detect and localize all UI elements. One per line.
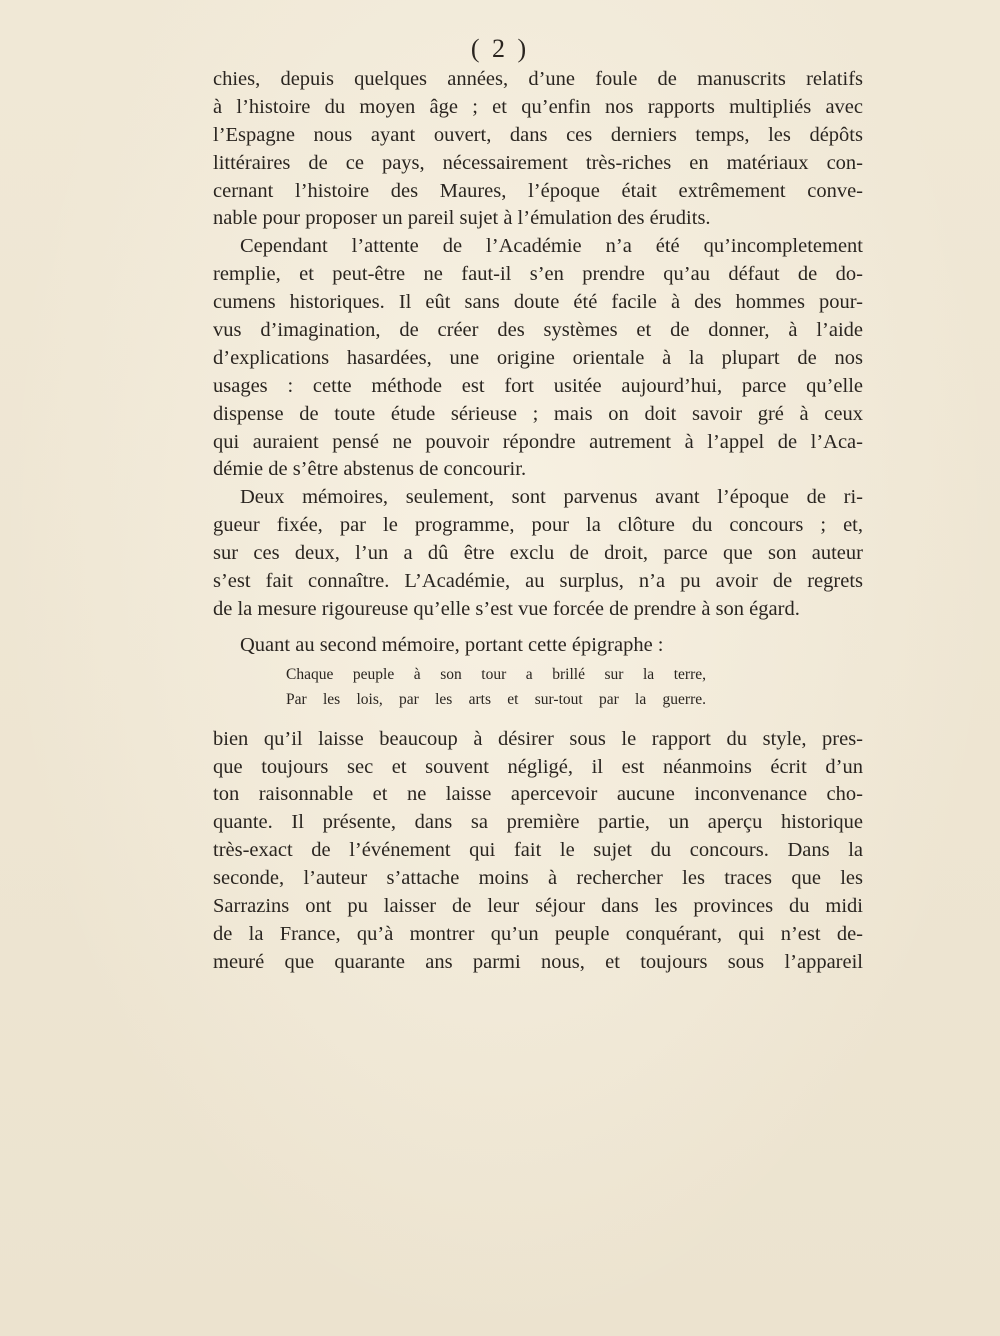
epigraph [213,662,706,712]
text-line: démie de s’être abstenus de concourir. [213,458,527,481]
text-line: littéraires de ce pays, nécessairement très-riches en matériaux con- [213,151,863,174]
text-line: que toujours sec et souvent négligé, il est néanmoins écrit d’un [213,755,863,778]
epigraph-intro-paragraph [213,632,863,660]
body-text [213,66,863,977]
text-line: cernant l’histoire des Maures, l’époque était extrêmement conve- [213,179,863,202]
epigraph-verse: Par les lois, par les arts et sur-tout par la guerre. [286,690,706,708]
paragraph-4 [213,726,863,977]
text-line: Cependant l’attente de l’Académie n’a été qu’incompletement [240,235,863,258]
epigraph-intro: Quant au second mémoire, portant cette épigraphe : [240,633,664,656]
text-line: l’Espagne nous ayant ouvert, dans ces derniers temps, les dépôts [213,123,863,146]
text-line: à l’histoire du moyen âge ; et qu’enfin nos rapports multipliés avec [213,95,863,118]
text-line: très-exact de l’événement qui fait le sujet du concours. Dans la [213,839,863,862]
text-line: ton raisonnable et ne laisse apercevoir aucune inconvenance cho- [213,783,863,806]
page-number: ( 2 ) [470,34,530,63]
text-line: chies, depuis quelques années, d’une foule de manuscrits relatifs [213,68,863,90]
paragraph-2 [213,233,863,484]
text-line: cumens historiques. Il eût sans doute été facile à des hommes pour- [213,291,863,314]
paragraph-1 [213,66,863,233]
text-line: de la mesure rigoureuse qu’elle s’est vue forcée de prendre à son égard. [213,597,800,620]
text-line: s’est fait connaître. L’Académie, au surplus, n’a pu avoir de regrets [213,570,863,593]
text-line: quante. Il présente, dans sa première partie, un aperçu historique [213,811,863,834]
text-line: sur ces deux, l’un a dû être exclu de droit, parce que son auteur [213,542,863,565]
text-line: bien qu’il laisse beaucoup à désirer sous le rapport du style, pres- [213,727,863,750]
text-line: qui auraient pensé ne pouvoir répondre autrement à l’appel de l’Aca- [213,430,863,453]
text-line: nable pour proposer un pareil sujet à l’émulation des érudits. [213,207,711,230]
text-line: usages : cette méthode est fort usitée aujourd’hui, parce qu’elle [213,374,863,397]
text-line: Deux mémoires, seulement, sont parvenus avant l’époque de ri- [240,486,863,509]
text-line: seconde, l’auteur s’attache moins à rechercher les traces que les [213,867,863,890]
text-line: d’explications hasardées, une origine orientale à la plupart de nos [213,346,863,369]
text-line: Sarrazins ont pu laisser de leur séjour dans les provinces du midi [213,895,863,918]
text-line: meuré que quarante ans parmi nous, et toujours sous l’appareil [213,950,863,973]
text-line: remplie, et peut-être ne faut-il s’en prendre qu’au défaut de do- [213,263,863,286]
text-line: gueur fixée, par le programme, pour la clôture du concours ; et, [213,514,863,537]
text-line: dispense de toute étude sérieuse ; mais on doit savoir gré à ceux [213,402,863,425]
text-line: de la France, qu’à montrer qu’un peuple conquérant, qui n’est de- [213,922,863,945]
epigraph-verse: Chaque peuple à son tour a brillé sur la terre, [286,665,706,683]
text-line: vus d’imagination, de créer des systèmes et de donner, à l’aide [213,319,863,342]
paragraph-3 [213,484,863,623]
